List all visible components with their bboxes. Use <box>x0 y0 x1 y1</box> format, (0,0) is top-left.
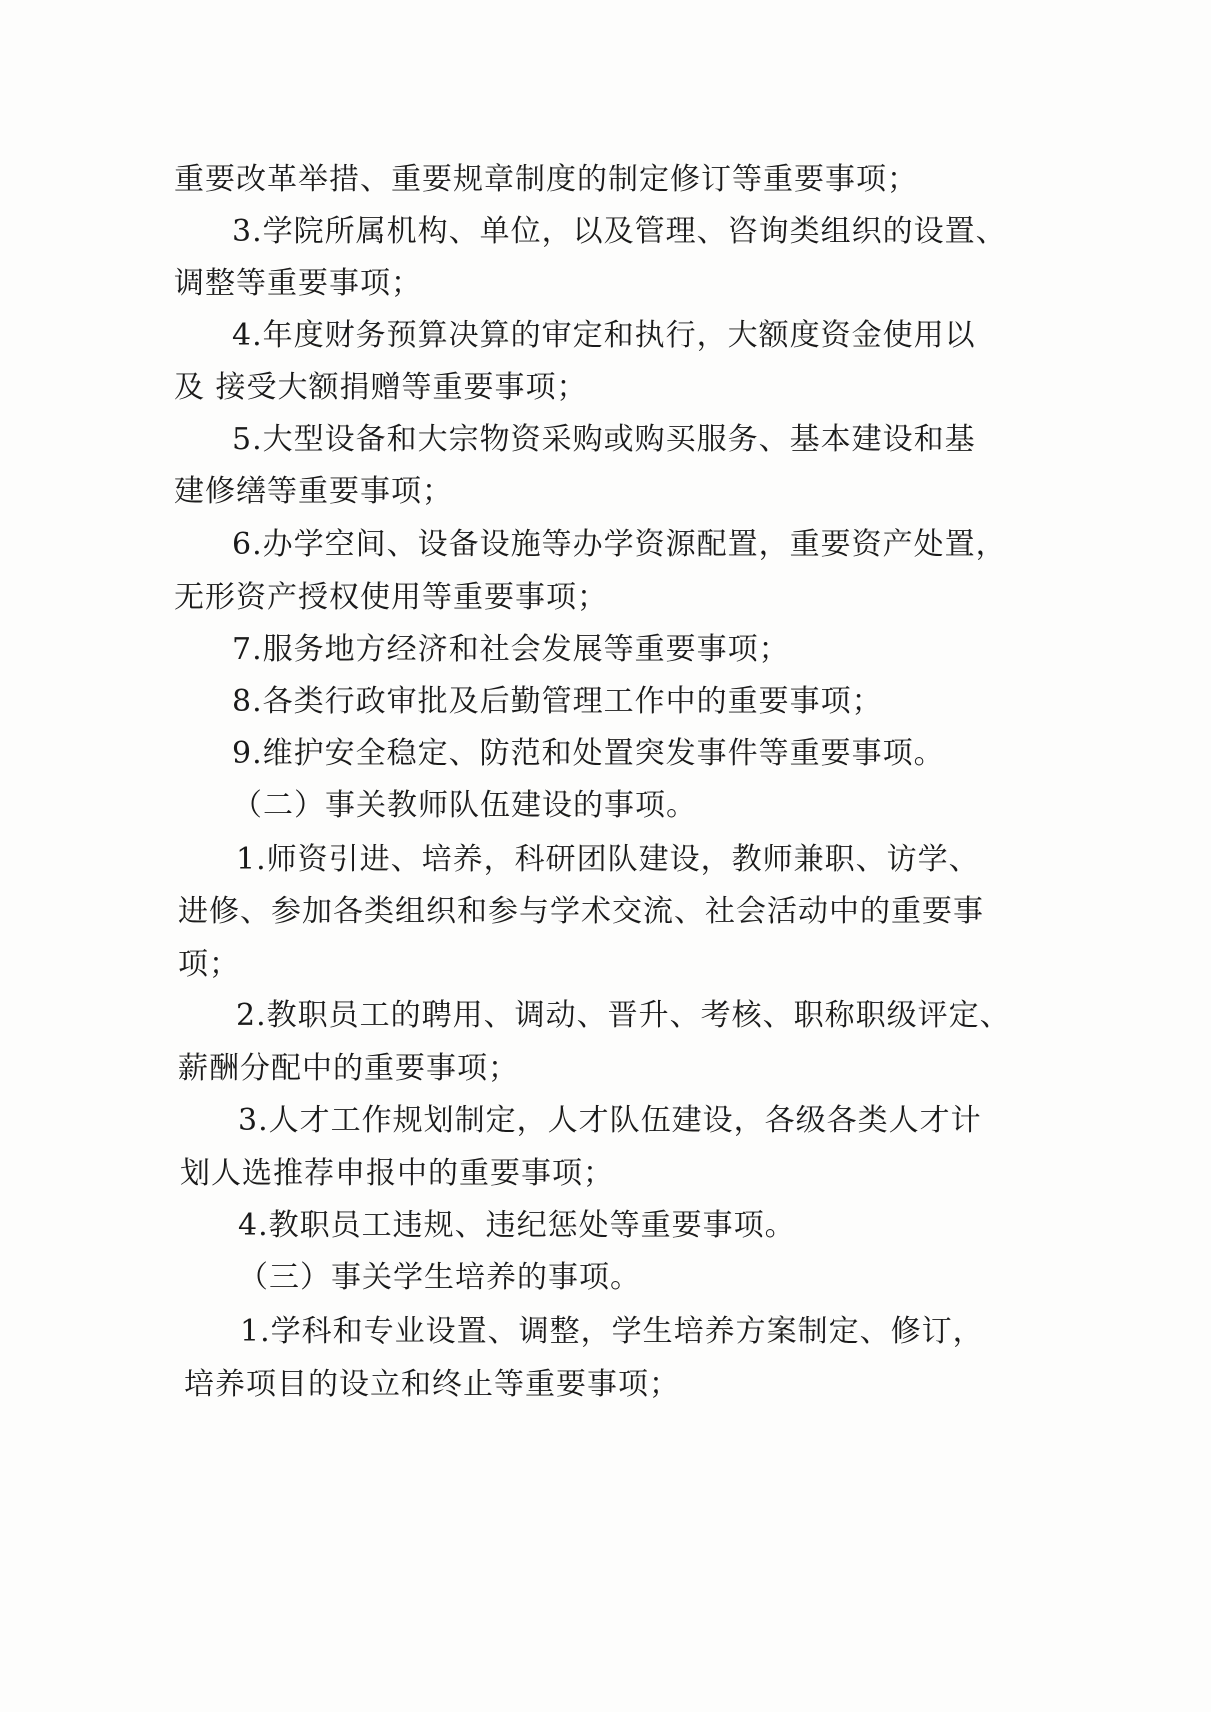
text-line: 1.师资引进、培养，科研团队建设，教师兼职、访学、 <box>236 842 980 877</box>
text-line: 薪酬分配中的重要事项； <box>178 1051 519 1086</box>
text-line: 9.维护安全稳定、防范和处置突发事件等重要事项。 <box>232 736 945 771</box>
text-line: 3.人才工作规划制定，人才队伍建设，各级各类人才计 <box>238 1103 982 1138</box>
text-line: 5.大型设备和大宗物资采购或购买服务、基本建设和基 <box>232 422 976 457</box>
text-line: 8.各类行政审批及后勤管理工作中的重要事项； <box>232 684 883 719</box>
text-line: 重要改革举措、重要规章制度的制定修订等重要事项； <box>174 162 918 197</box>
section-heading: （三）事关学生培养的事项。 <box>238 1260 641 1295</box>
text-line: 3.学院所属机构、单位，以及管理、咨询类组织的设置、 <box>232 214 1007 249</box>
text-line: 4.教职员工违规、违纪惩处等重要事项。 <box>238 1208 796 1243</box>
text-line: 6.办学空间、设备设施等办学资源配置，重要资产处置， <box>232 527 1007 562</box>
section-heading: （二）事关教师队伍建设的事项。 <box>232 788 697 823</box>
text-line: 进修、参加各类组织和参与学术交流、社会活动中的重要事 <box>178 894 984 929</box>
text-line: 建修缮等重要事项； <box>174 474 453 509</box>
text-line: 划人选推荐申报中的重要事项； <box>180 1156 614 1191</box>
text-line: 2.教职员工的聘用、调动、晋升、考核、职称职级评定、 <box>236 998 1011 1033</box>
text-line: 无形资产授权使用等重要事项； <box>174 580 608 615</box>
text-line: 及 接受大额捐赠等重要事项； <box>174 370 588 405</box>
text-line: 1.学科和专业设置、调整，学生培养方案制定、修订， <box>240 1314 984 1349</box>
text-line: 4.年度财务预算决算的审定和执行，大额度资金使用以 <box>232 318 976 353</box>
text-line: 培养项目的设立和终止等重要事项； <box>184 1367 680 1402</box>
text-line: 调整等重要事项； <box>174 266 422 301</box>
text-line: 7.服务地方经济和社会发展等重要事项； <box>232 632 790 667</box>
text-line: 项； <box>178 947 240 982</box>
